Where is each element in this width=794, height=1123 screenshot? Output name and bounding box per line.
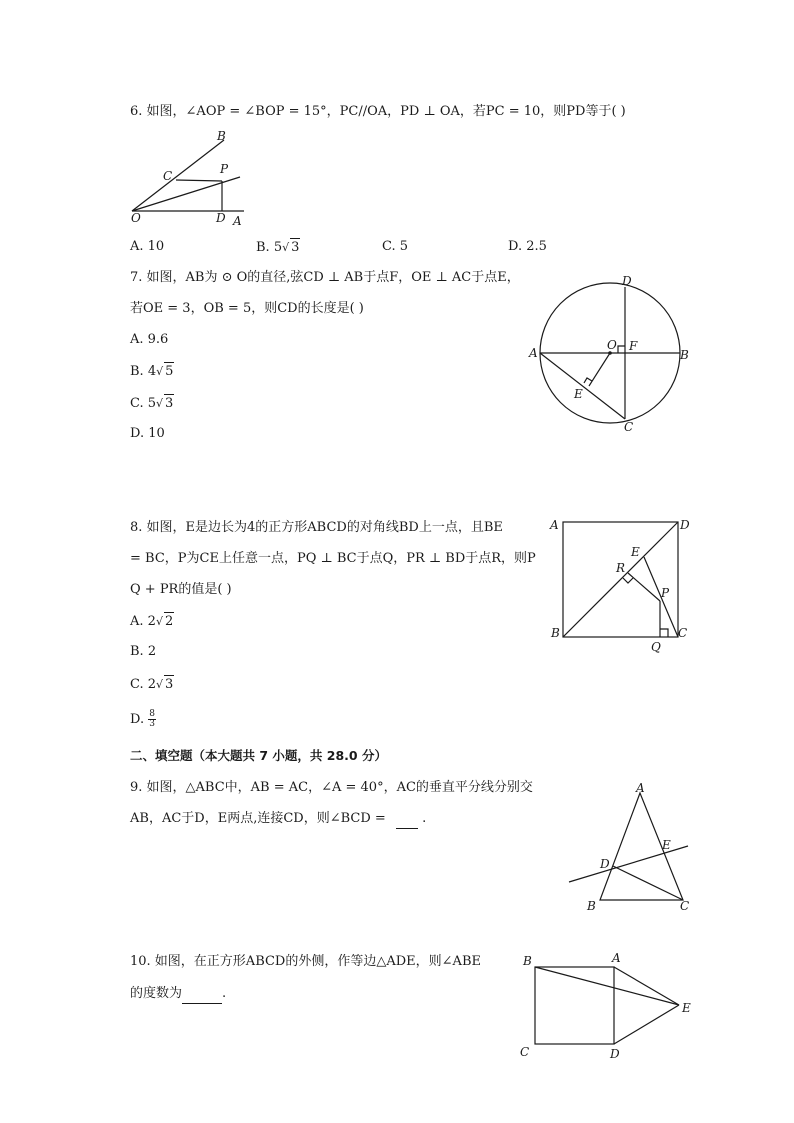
sqrt-symbol: √ 2 <box>155 614 174 629</box>
q7-stem-line1: 7. 如图，AB为 ⊙ O的直径,弦CD ⊥ AB于点F，OE ⊥ AC于点E， <box>130 270 520 285</box>
q7-stem-line2: 若OE = 3，OB = 5，则CD的长度是( ) <box>130 301 364 316</box>
q10-stem-line1: 10. 如图，在正方形ABCD的外侧，作等边△ADE，则∠ABE <box>130 954 481 969</box>
q10-stem-end: . <box>222 986 227 1001</box>
q10-segment-ae <box>614 967 679 1005</box>
sqrt-symbol: √ 5 <box>156 364 174 379</box>
sqrt-symbol: √ 3 <box>156 677 174 692</box>
q7-option-b-radicand: 5 <box>165 364 174 379</box>
q10-stem-text: 的度数为 <box>130 986 183 1001</box>
q7-label-c: C <box>624 420 634 434</box>
q8-label-d: D <box>680 518 690 532</box>
q9-label-c: C <box>680 899 690 913</box>
q6-label-o: O <box>131 211 141 225</box>
q10-label-b: B <box>523 954 532 968</box>
q10-square-abcd <box>535 967 614 1044</box>
q8-option-a-radicand: 2 <box>164 614 174 629</box>
q7-label-f: F <box>629 339 638 353</box>
q6-option-d[interactable]: D. 2.5 <box>508 239 547 254</box>
q9-stem-end: . <box>422 811 427 826</box>
q9-label-a: A <box>636 781 645 795</box>
sqrt-symbol: √ 3 <box>282 240 300 255</box>
q8-label-c: C <box>678 626 688 640</box>
q10-label-e: E <box>682 1001 691 1015</box>
q9-label-e: E <box>662 838 671 852</box>
q6-label-c: C <box>163 169 173 183</box>
q8-stem-line2: = BC，P为CE上任意一点，PQ ⊥ BC于点Q，PR ⊥ BD于点R，则P <box>130 551 536 566</box>
q7-option-d[interactable]: D. 10 <box>130 426 165 441</box>
q6-option-b-radicand: 3 <box>291 240 300 255</box>
q6-label-d: D <box>216 211 226 225</box>
q9-stem-line1: 9. 如图，△ABC中，AB = AC，∠A = 40°，AC的垂直平分线分别交 <box>130 780 533 795</box>
q8-label-r: R <box>616 561 626 575</box>
q9-stem-text: AB，AC于D，E两点,连接CD，则∠BCD = <box>130 811 386 826</box>
q7-label-e: E <box>574 387 583 401</box>
q9-label-d: D <box>600 857 610 871</box>
q8-label-e: E <box>631 545 640 559</box>
q8-stem-line3: Q + PR的值是( ) <box>130 582 232 597</box>
q8-stem-line1: 8. 如图，E是边长为4的正方形ABCD的对角线BD上一点，且BE <box>130 520 503 535</box>
q6-label-a: A <box>233 214 242 228</box>
q8-label-q: Q <box>651 640 661 654</box>
q8-option-b[interactable]: B. 2 <box>130 644 157 659</box>
q7-label-o: O <box>607 338 617 352</box>
q6-label-p: P <box>220 162 229 176</box>
q6-option-c[interactable]: C. 5 <box>382 239 409 254</box>
q8-fraction-denominator: 3 <box>149 719 155 729</box>
q10-segment-de <box>614 1005 679 1044</box>
q7-label-a: A <box>529 346 538 360</box>
q8-label-a: A <box>550 518 559 532</box>
q8-option-c-radicand: 3 <box>165 677 174 692</box>
q6-option-a[interactable]: A. 10 <box>130 239 165 254</box>
q8-label-p: P <box>661 586 670 600</box>
q8-option-d-text: D. <box>130 712 149 727</box>
q8-fraction-numerator: 8 <box>149 709 155 719</box>
q6-label-b: B <box>217 129 226 143</box>
q10-label-d: D <box>610 1047 620 1061</box>
q7-option-a[interactable]: A. 9.6 <box>130 332 169 347</box>
q10-label-a: A <box>612 951 621 965</box>
q6-stem: 6. 如图，∠AOP = ∠BOP = 15°，PC//OA，PD ⊥ OA，若PC = 10，则PD等于( ) <box>130 104 626 119</box>
q8-label-b: B <box>551 626 560 640</box>
q7-label-b: B <box>680 348 689 362</box>
q10-segment-be <box>535 967 679 1005</box>
q9-label-b: B <box>587 899 596 913</box>
section-2-heading: 二、填空题（本大题共 7 小题，共 28.0 分） <box>130 748 387 763</box>
q7-option-b-text: B. 4 <box>130 364 157 379</box>
q6-option-b-text: B. 5 <box>256 240 283 255</box>
q7-label-d: D <box>622 274 632 288</box>
q8-option-c-text: C. 2 <box>130 677 157 692</box>
q10-label-c: C <box>520 1045 530 1059</box>
q7-option-c-text: C. 5 <box>130 396 157 411</box>
sqrt-symbol: √ 3 <box>156 396 174 411</box>
q8-option-a-text: A. 2 <box>130 614 156 629</box>
q7-option-c-radicand: 3 <box>165 396 174 411</box>
